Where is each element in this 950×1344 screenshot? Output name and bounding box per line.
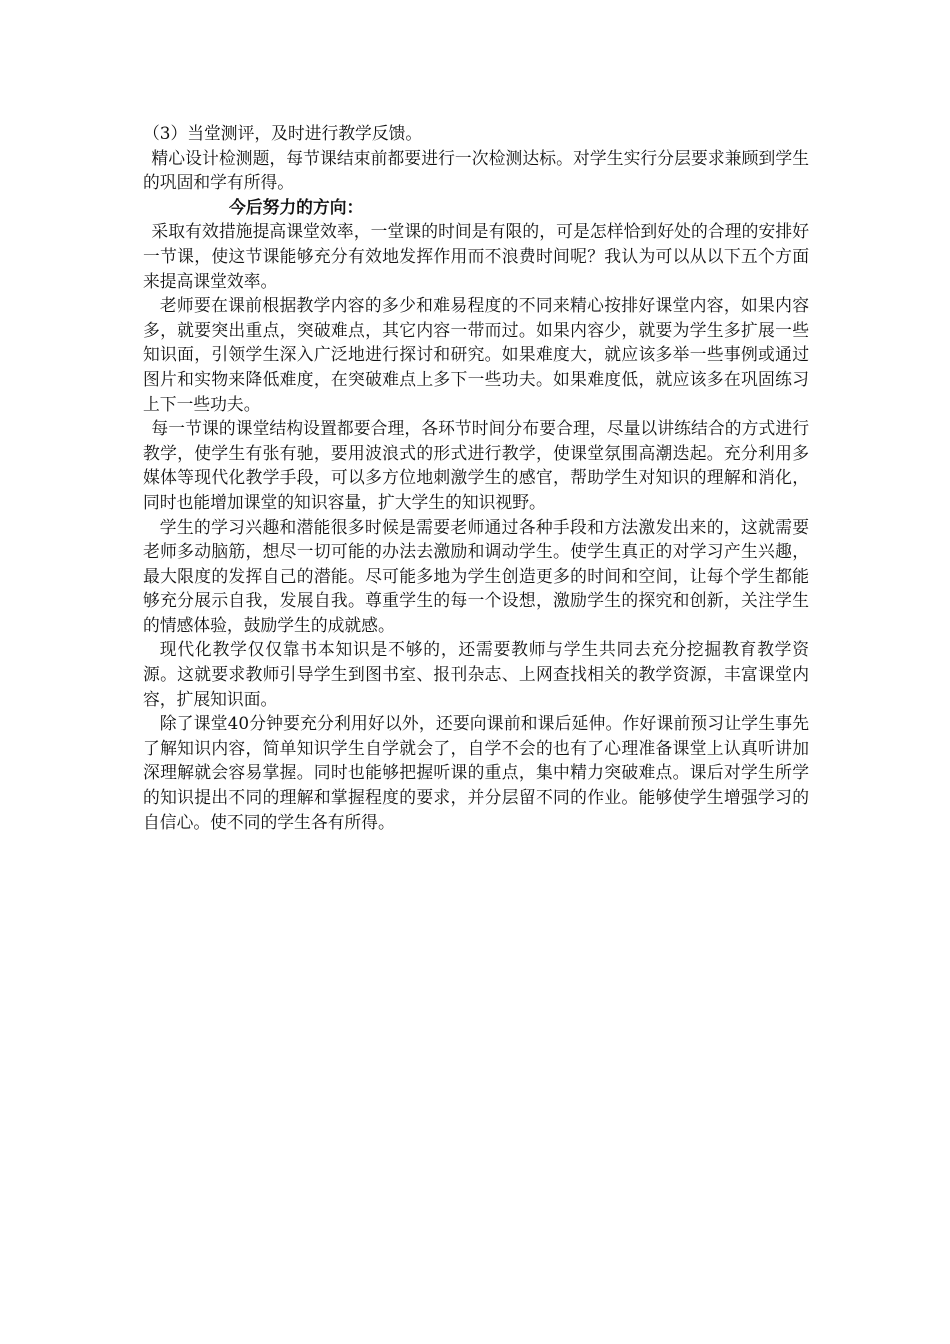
- paragraph-student-interest: 学生的学习兴趣和潜能很多时候是需要老师通过各种手段和方法激发出来的，这就需要老师多动脑筋，想尽一切可能的办法去激励和调动学生。使学生真正的对学习产生兴趣，最大限度的发挥自己的潜能。尽可能多地为学生创造更多的时间和空间，让每个学生都能够充分展示自我，发展自我。尊重学生的每一个设想，激励学生的探究和创新，关注学生的情感体验，鼓励学生的成就感。: [143, 516, 809, 635]
- paragraph-efficiency: 采取有效措施提高课堂效率，一堂课的时间是有限的，可是怎样恰到好处的合理的安排好一节课，使这节课能够充分有效地发挥作用而不浪费时间呢？我认为可以从以下五个方面来提高课堂效率。: [143, 221, 809, 291]
- paragraph-class-structure: 每一节课的课堂结构设置都要合理，各环节时间分布要合理，尽量以讲练结合的方式进行教学，使学生有张有驰，要用波浪式的形式进行教学，使课堂氛围高潮迭起。充分利用多媒体等现代化教学手段，可以多方位地刺激学生的感官，帮助学生对知识的理解和消化，同时也能增加课堂的知识容量，扩大学生的知识视野。: [143, 418, 809, 512]
- document-page: [143, 121, 809, 834]
- section-heading-future-direction: 今后努力的方向：: [229, 196, 364, 217]
- paragraph-classroom-assessment: （3）当堂测评，及时进行教学反馈。: [143, 123, 423, 143]
- paragraph-extension: 除了课堂40分钟要充分利用好以外，还要向课前和课后延伸。作好课前预习让学生事先了解知识内容，简单知识学生自学就会了，自学不会的也有了心理准备课堂上认真听讲加深理解就会容易掌握。同时也能够把握听课的重点，集中精力突破难点。课后对学生所学的知识提出不同的理解和掌握程度的要求，并分层留不同的作业。能够使学生增强学习的自信心。使不同的学生各有所得。: [143, 713, 809, 832]
- paragraph-teaching-resources: 现代化教学仅仅靠书本知识是不够的，还需要教师与学生共同去充分挖掘教育教学资源。这就要求教师引导学生到图书室、报刊杂志、上网查找相关的教学资源，丰富课堂内容，扩展知识面。: [143, 639, 809, 709]
- paragraph-content-arrangement: 老师要在课前根据教学内容的多少和难易程度的不同来精心按排好课堂内容，如果内容多，就要突出重点，突破难点，其它内容一带而过。如果内容少，就要为学生多扩展一些知识面，引领学生深入广泛地进行探讨和研究。如果难度大，就应该多举一些事例或通过图片和实物来降低难度，在突破难点上多下一些功夫。如果难度低，就应该多在巩固练习上下一些功夫。: [143, 295, 809, 414]
- paragraph-test-design: 精心设计检测题，每节课结束前都要进行一次检测达标。对学生实行分层要求兼顾到学生的巩固和学有所得。: [143, 147, 809, 193]
